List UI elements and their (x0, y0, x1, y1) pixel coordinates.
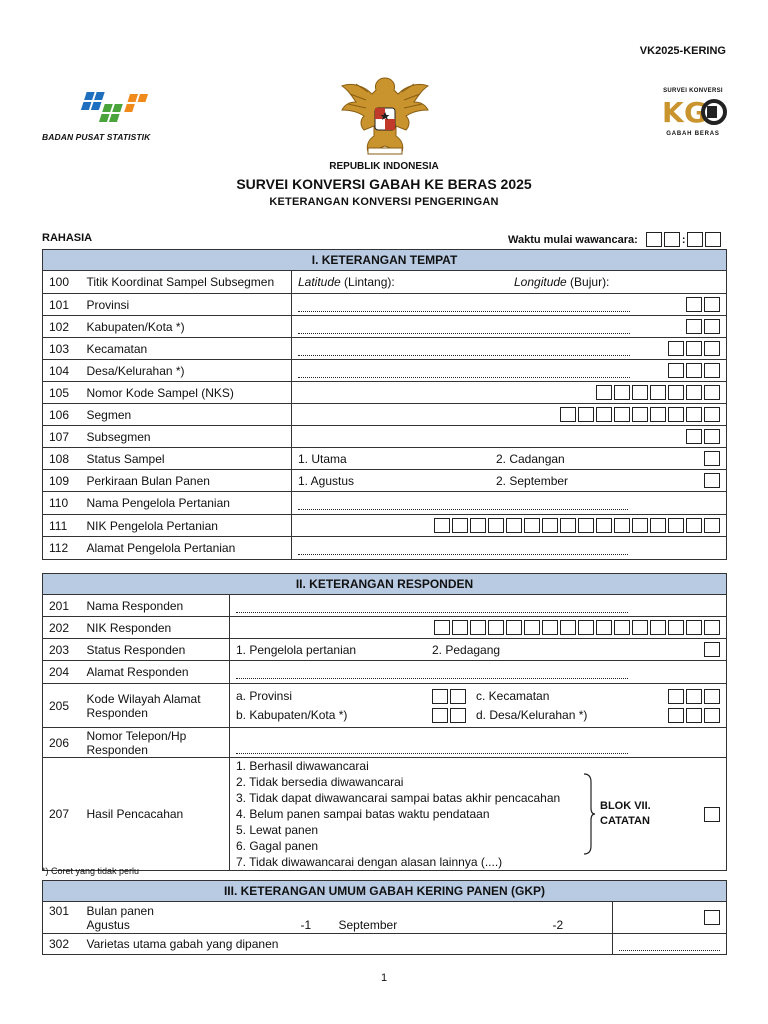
code-box[interactable] (686, 620, 702, 635)
longitude-suffix: (Bujur): (566, 275, 610, 289)
time-box[interactable] (664, 232, 680, 247)
nik-pengelola-field[interactable] (292, 515, 727, 537)
row-106 (43, 404, 727, 426)
row-204 (43, 661, 727, 684)
section-title: I. KETERANGAN TEMPAT (43, 250, 727, 271)
row-label: Kode Wilayah Alamat Responden (81, 684, 230, 728)
code-box[interactable] (650, 407, 666, 422)
code-box[interactable] (704, 518, 720, 533)
section-title: III. KETERANGAN UMUM GABAH KERING PANEN (GKP) (43, 881, 727, 902)
code-box[interactable] (686, 385, 702, 400)
latitude-label: Latitude (298, 275, 341, 289)
code-box[interactable] (704, 363, 720, 378)
latitude-suffix: (Lintang): (340, 275, 395, 289)
page-number: 1 (380, 972, 388, 984)
code-box[interactable] (632, 407, 648, 422)
code-box[interactable] (560, 620, 576, 635)
kgb-logo (658, 88, 728, 137)
row-label: Perkiraan Bulan Panen (81, 470, 292, 492)
document-code: VK2025-KERING (639, 45, 726, 57)
time-box[interactable] (687, 232, 703, 247)
nks-field[interactable] (292, 382, 727, 404)
code-box[interactable] (668, 689, 684, 704)
row-label: Status Responden (81, 639, 230, 661)
status-responden-field[interactable] (230, 639, 727, 661)
answer-box[interactable] (704, 642, 720, 657)
row-number: 100 (43, 271, 81, 294)
code-box[interactable] (668, 341, 684, 356)
row-111 (43, 515, 727, 537)
code-box[interactable] (560, 518, 576, 533)
kgb-logo-line1: SURVEI KONVERSI (663, 88, 723, 94)
code-box[interactable] (578, 620, 594, 635)
code-box[interactable] (704, 385, 720, 400)
code-box[interactable] (470, 518, 486, 533)
result-option-4: 4. Belum panen sampai batas waktu pendataan (236, 807, 490, 821)
row-number: 102 (43, 316, 81, 338)
longitude-label: Longitude (514, 275, 567, 289)
telepon-field[interactable] (230, 728, 727, 758)
code-box[interactable] (578, 407, 594, 422)
code-box[interactable] (668, 407, 684, 422)
code-box[interactable] (650, 518, 666, 533)
answer-box[interactable] (704, 807, 720, 822)
row-number: 101 (43, 294, 81, 316)
alamat-responden-field[interactable] (230, 661, 727, 684)
row-label: Kecamatan (81, 338, 292, 360)
desa-field[interactable] (292, 360, 727, 382)
code-box[interactable] (632, 620, 648, 635)
row-label: Segmen (81, 404, 292, 426)
survey-title: SURVEI KONVERSI GABAH KE BERAS 2025 (236, 176, 532, 192)
row-206 (43, 728, 727, 758)
kabupaten-field[interactable] (292, 316, 727, 338)
bps-logo (42, 88, 172, 142)
blok-label: BLOK VII. (600, 800, 651, 812)
code-box[interactable] (668, 385, 684, 400)
code-box[interactable] (578, 518, 594, 533)
code-box[interactable] (488, 620, 504, 635)
row-number: 207 (43, 758, 81, 871)
code-box[interactable] (668, 708, 684, 723)
row-label: Desa/Kelurahan *) (81, 360, 292, 382)
confidential-label: RAHASIA (42, 232, 93, 244)
row-201 (43, 595, 727, 617)
row-202 (43, 617, 727, 639)
provinsi-field[interactable] (292, 294, 727, 316)
code-box[interactable] (704, 708, 720, 723)
code-box[interactable] (470, 620, 486, 635)
row-112 (43, 537, 727, 560)
row-number: 108 (43, 448, 81, 470)
code-box[interactable] (704, 341, 720, 356)
code-box[interactable] (434, 518, 450, 533)
row-number: 111 (43, 515, 81, 537)
row-label: Status Sampel (81, 448, 292, 470)
row-number: 106 (43, 404, 81, 426)
result-option-5: 5. Lewat panen (236, 823, 319, 837)
row-number: 110 (43, 492, 81, 515)
code-box[interactable] (450, 689, 466, 704)
interview-time-label: Waktu mulai wawancara: (508, 233, 638, 246)
republic-title: REPUBLIK INDONESIA (329, 161, 439, 172)
row-number: 107 (43, 426, 81, 448)
option-cadangan[interactable]: 2. Cadangan (496, 451, 565, 466)
status-sampel-field[interactable] (292, 448, 727, 470)
code-box[interactable] (650, 620, 666, 635)
row-101 (43, 294, 727, 316)
code-box[interactable] (488, 518, 504, 533)
row-label: Alamat Responden (81, 661, 230, 684)
row-number: 203 (43, 639, 81, 661)
answer-box[interactable] (704, 451, 720, 466)
hasil-pencacahan-field[interactable] (230, 758, 727, 871)
row-label: Provinsi (81, 294, 292, 316)
svg-text:K: K (662, 96, 684, 128)
code-box[interactable] (596, 385, 612, 400)
code-box[interactable] (452, 620, 468, 635)
row-number: 105 (43, 382, 81, 404)
code-box[interactable] (704, 319, 720, 334)
row-301 (43, 902, 727, 934)
code-box[interactable] (452, 518, 468, 533)
row-205 (43, 684, 727, 728)
nama-responden-field[interactable] (230, 595, 727, 617)
result-option-1: 1. Berhasil diwawancarai (236, 759, 369, 773)
code-box[interactable] (686, 297, 702, 312)
interview-start-time (508, 232, 721, 247)
code-box[interactable] (596, 620, 612, 635)
bulan-panen-answer[interactable] (613, 902, 727, 934)
row-103 (43, 338, 727, 360)
code-box[interactable] (668, 363, 684, 378)
code-box[interactable] (686, 689, 702, 704)
code-box[interactable] (524, 518, 540, 533)
result-option-3: 3. Tidak dapat diwawancarai sampai batas akhir pencacahan (236, 791, 561, 805)
row-label: Nomor Kode Sampel (NKS) (81, 382, 292, 404)
code-box[interactable] (686, 518, 702, 533)
kecamatan-field[interactable] (292, 338, 727, 360)
option-c-kecamatan: c. Kecamatan (476, 689, 550, 703)
subsegmen-field[interactable] (292, 426, 727, 448)
kode-wilayah-field[interactable] (230, 684, 727, 728)
row-number: 301 (43, 902, 81, 934)
bps-name: BADAN PUSAT STATISTIK (42, 132, 151, 142)
time-box[interactable] (705, 232, 721, 247)
row-label: Kabupaten/Kota *) (81, 316, 292, 338)
row-number: 104 (43, 360, 81, 382)
nik-responden-field[interactable] (230, 617, 727, 639)
catatan-label: CATATAN (600, 815, 650, 827)
row-number: 205 (43, 684, 81, 728)
row-110 (43, 492, 727, 515)
row-number: 206 (43, 728, 81, 758)
code-box[interactable] (632, 518, 648, 533)
code-box[interactable] (704, 689, 720, 704)
result-option-2: 2. Tidak bersedia diwawancarai (236, 775, 404, 789)
row-108 (43, 448, 727, 470)
code-box[interactable] (524, 620, 540, 635)
row-label: Nama Pengelola Pertanian (81, 492, 292, 515)
option-september[interactable]: 2. September (496, 473, 569, 488)
footnote: *) Coret yang tidak perlu (42, 866, 140, 876)
row-label: NIK Responden (81, 617, 230, 639)
answer-box[interactable] (704, 473, 720, 488)
code-box[interactable] (686, 319, 702, 334)
option-agustus[interactable]: 1. Agustus (298, 473, 355, 488)
row-104 (43, 360, 727, 382)
option-a-provinsi: a. Provinsi (236, 689, 293, 703)
time-box[interactable] (646, 232, 662, 247)
row-number: 112 (43, 537, 81, 560)
row-label: Alamat Pengelola Pertanian (81, 537, 292, 560)
code-box[interactable] (686, 429, 702, 444)
kgb-logo-line2: GABAH BERAS (666, 131, 720, 137)
option-september-code: -2 (552, 917, 564, 932)
code-box[interactable] (686, 407, 702, 422)
row-label (81, 902, 613, 934)
code-box[interactable] (542, 518, 558, 533)
code-box[interactable] (596, 518, 612, 533)
kgb-emblem-icon (658, 94, 728, 128)
row-number: 201 (43, 595, 81, 617)
bulan-panen-field[interactable] (292, 470, 727, 492)
row-label: Titik Koordinat Sampel Subsegmen (81, 271, 292, 294)
code-box[interactable] (542, 620, 558, 635)
row-203 (43, 639, 727, 661)
option-d-desa: d. Desa/Kelurahan *) (476, 708, 588, 722)
row-number: 103 (43, 338, 81, 360)
code-box[interactable] (704, 620, 720, 635)
code-box[interactable] (432, 689, 448, 704)
option-september[interactable]: September (338, 917, 398, 932)
row-302 (43, 934, 727, 955)
row-number: 202 (43, 617, 81, 639)
row-number: 204 (43, 661, 81, 684)
code-box[interactable] (686, 708, 702, 723)
result-option-7: 7. Tidak diwawancarai dengan alasan lainnya (....) (236, 855, 503, 869)
option-b-kabupaten: b. Kabupaten/Kota *) (236, 708, 348, 722)
section-keterangan-responden (42, 573, 727, 871)
section-title: II. KETERANGAN RESPONDEN (43, 574, 727, 595)
option-pengelola[interactable]: 1. Pengelola pertanian (236, 642, 357, 657)
code-box[interactable] (560, 407, 576, 422)
code-box[interactable] (668, 620, 684, 635)
time-separator: : (681, 233, 686, 246)
bps-emblem-icon (68, 88, 158, 130)
row-label: Hasil Pencacahan (81, 758, 230, 871)
section-keterangan-gkp (42, 880, 727, 955)
option-agustus[interactable]: Agustus (86, 917, 130, 932)
alamat-pengelola-field[interactable] (292, 537, 727, 560)
option-agustus-code: -1 (300, 917, 312, 932)
svg-text:G: G (684, 96, 707, 128)
row-105 (43, 382, 727, 404)
form-subtitle: KETERANGAN KONVERSI PENGERINGAN (269, 196, 499, 208)
row-number: 109 (43, 470, 81, 492)
code-box[interactable] (686, 341, 702, 356)
row-109 (43, 470, 727, 492)
section-keterangan-tempat (42, 249, 727, 560)
row-label: Subsegmen (81, 426, 292, 448)
row-102 (43, 316, 727, 338)
garuda-emblem-icon (338, 72, 432, 160)
bulan-panen-label: Bulan panen (86, 903, 154, 918)
code-box[interactable] (632, 385, 648, 400)
code-box[interactable] (704, 407, 720, 422)
row-label: Nama Responden (81, 595, 230, 617)
nama-pengelola-field[interactable] (292, 492, 727, 515)
code-box[interactable] (450, 708, 466, 723)
brace-icon (582, 772, 596, 856)
code-box[interactable] (650, 385, 666, 400)
code-box[interactable] (614, 407, 630, 422)
code-box[interactable] (596, 407, 612, 422)
code-box[interactable] (704, 429, 720, 444)
code-box[interactable] (506, 518, 522, 533)
row-label: Nomor Telepon/Hp Responden (81, 728, 230, 758)
row-207 (43, 758, 727, 871)
code-box[interactable] (614, 518, 630, 533)
code-box[interactable] (434, 620, 450, 635)
result-option-6: 6. Gagal panen (236, 839, 319, 853)
option-utama[interactable]: 1. Utama (298, 451, 347, 466)
code-box[interactable] (432, 708, 448, 723)
row-label: NIK Pengelola Pertanian (81, 515, 292, 537)
code-box[interactable] (614, 385, 630, 400)
code-box[interactable] (668, 518, 684, 533)
code-box[interactable] (614, 620, 630, 635)
row-107 (43, 426, 727, 448)
row-100 (43, 271, 727, 294)
row-label: Varietas utama gabah yang dipanen (81, 934, 613, 955)
code-box[interactable] (686, 363, 702, 378)
row-number: 302 (43, 934, 81, 955)
code-box[interactable] (506, 620, 522, 635)
answer-box[interactable] (704, 910, 720, 925)
coordinate-field[interactable] (292, 271, 727, 294)
option-pedagang[interactable]: 2. Pedagang (432, 642, 501, 657)
code-box[interactable] (704, 297, 720, 312)
varietas-answer[interactable] (613, 934, 727, 955)
segmen-field[interactable] (292, 404, 727, 426)
